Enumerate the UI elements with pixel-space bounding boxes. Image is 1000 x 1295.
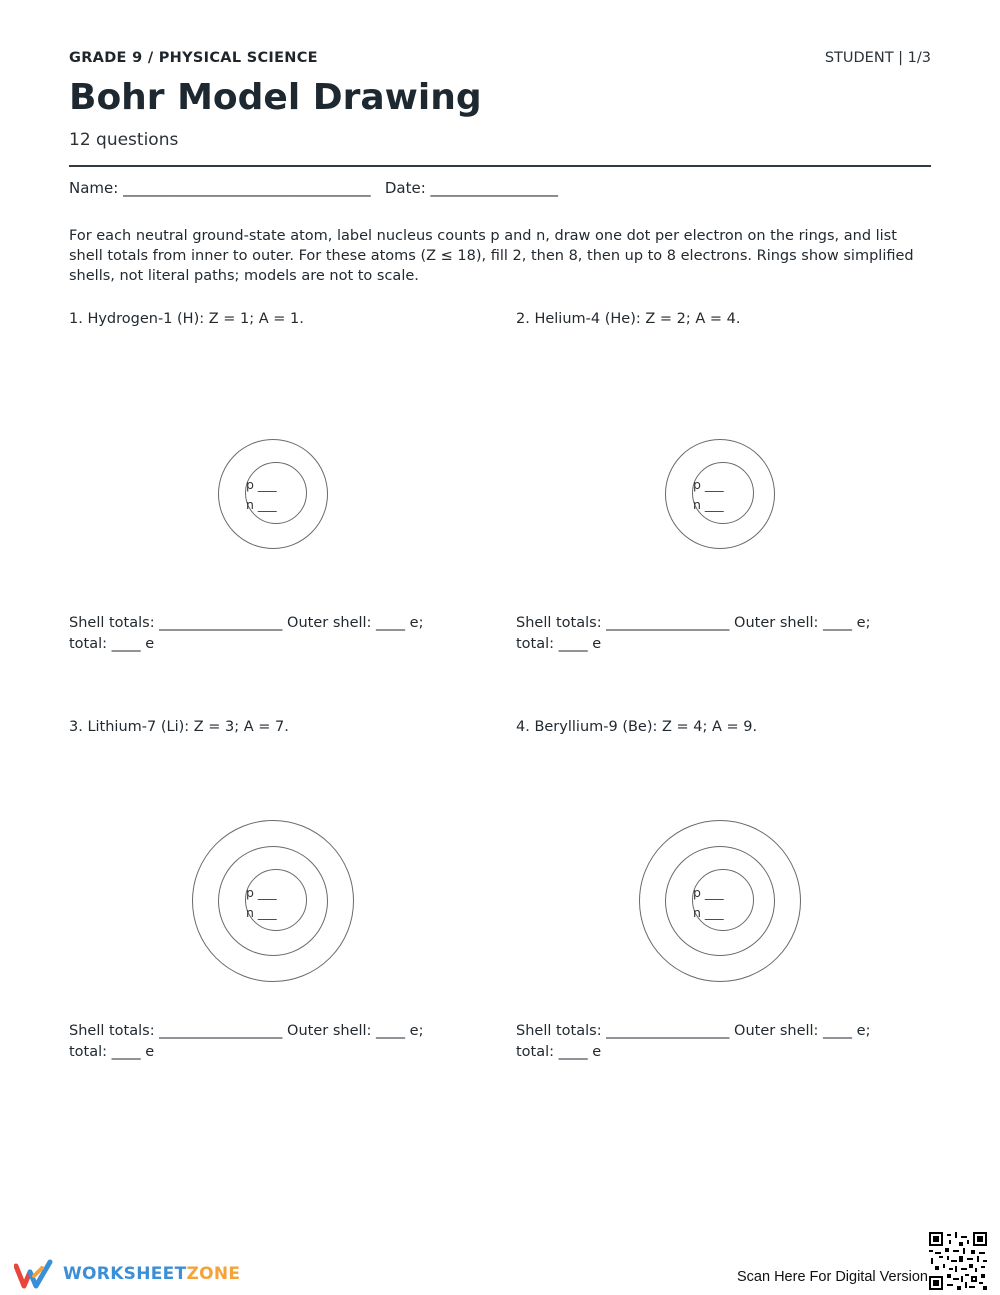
proton-label: p ___ bbox=[246, 477, 277, 492]
shell-totals-line: Shell totals: _________________ Outer shell: ____ e; bbox=[69, 1023, 424, 1039]
question-prompt: 4. Beryllium-9 (Be): Z = 4; A = 9. bbox=[516, 719, 758, 735]
question-prompt: 3. Lithium-7 (Li): Z = 3; A = 7. bbox=[69, 719, 289, 735]
bohr-model-diagram[interactable] bbox=[192, 820, 354, 982]
nucleus-labels bbox=[246, 475, 277, 515]
question-prompt: 1. Hydrogen-1 (H): Z = 1; A = 1. bbox=[69, 311, 304, 327]
question-1 bbox=[69, 311, 489, 671]
scan-caption: Scan Here For Digital Version bbox=[737, 1269, 928, 1285]
worksheetzone-logo-icon bbox=[14, 1258, 56, 1290]
total-line: total: ____ e bbox=[69, 636, 155, 652]
page-info: STUDENT | 1/3 bbox=[824, 50, 931, 66]
proton-label: p ___ bbox=[693, 477, 724, 492]
brand-name-part1: WORKSHEET bbox=[63, 1264, 187, 1284]
qr-code-icon[interactable] bbox=[929, 1232, 987, 1290]
bohr-model-diagram[interactable] bbox=[665, 439, 775, 549]
bohr-model-diagram[interactable] bbox=[639, 820, 801, 982]
nucleus-labels bbox=[693, 883, 724, 923]
brand-name bbox=[63, 1264, 240, 1284]
shell-answer-lines[interactable] bbox=[69, 1021, 489, 1063]
question-3 bbox=[69, 719, 489, 1079]
total-line: total: ____ e bbox=[69, 1044, 155, 1060]
header-bar bbox=[69, 50, 931, 70]
neutron-label: n ___ bbox=[693, 905, 724, 920]
worksheet-page bbox=[69, 0, 931, 1295]
subject-label: GRADE 9 / PHYSICAL SCIENCE bbox=[69, 50, 318, 66]
total-line: total: ____ e bbox=[516, 1044, 602, 1060]
shell-answer-lines[interactable] bbox=[516, 613, 936, 655]
neutron-label: n ___ bbox=[693, 497, 724, 512]
bohr-model-diagram[interactable] bbox=[218, 439, 328, 549]
question-count: 12 questions bbox=[69, 130, 179, 150]
neutron-label: n ___ bbox=[246, 905, 277, 920]
shell-totals-line: Shell totals: _________________ Outer shell: ____ e; bbox=[69, 615, 424, 631]
question-prompt: 2. Helium-4 (He): Z = 2; A = 4. bbox=[516, 311, 741, 327]
name-date-fields[interactable]: Name: _________________________________ Date: _________________ bbox=[69, 179, 559, 197]
proton-label: p ___ bbox=[246, 885, 277, 900]
total-line: total: ____ e bbox=[516, 636, 602, 652]
nucleus-labels bbox=[246, 883, 277, 923]
question-2 bbox=[516, 311, 936, 671]
header-divider bbox=[69, 165, 931, 167]
shell-answer-lines[interactable] bbox=[516, 1021, 936, 1063]
instructions: For each neutral ground-state atom, label nucleus counts p and n, draw one dot per electron on the rings, and list shell totals from inner to outer. For these atoms (Z ≤ 18), fill 2, then 8, then up to 8 electrons. Rings show simplified shells, not literal paths; models are not to scale. bbox=[69, 228, 914, 284]
nucleus-labels bbox=[693, 475, 724, 515]
proton-label: p ___ bbox=[693, 885, 724, 900]
brand-name-part2: ZONE bbox=[186, 1264, 241, 1284]
page-title: Bohr Model Drawing bbox=[69, 77, 482, 118]
shell-totals-line: Shell totals: _________________ Outer shell: ____ e; bbox=[516, 615, 871, 631]
neutron-label: n ___ bbox=[246, 497, 277, 512]
shell-answer-lines[interactable] bbox=[69, 613, 489, 655]
shell-totals-line: Shell totals: _________________ Outer shell: ____ e; bbox=[516, 1023, 871, 1039]
question-4 bbox=[516, 719, 936, 1079]
